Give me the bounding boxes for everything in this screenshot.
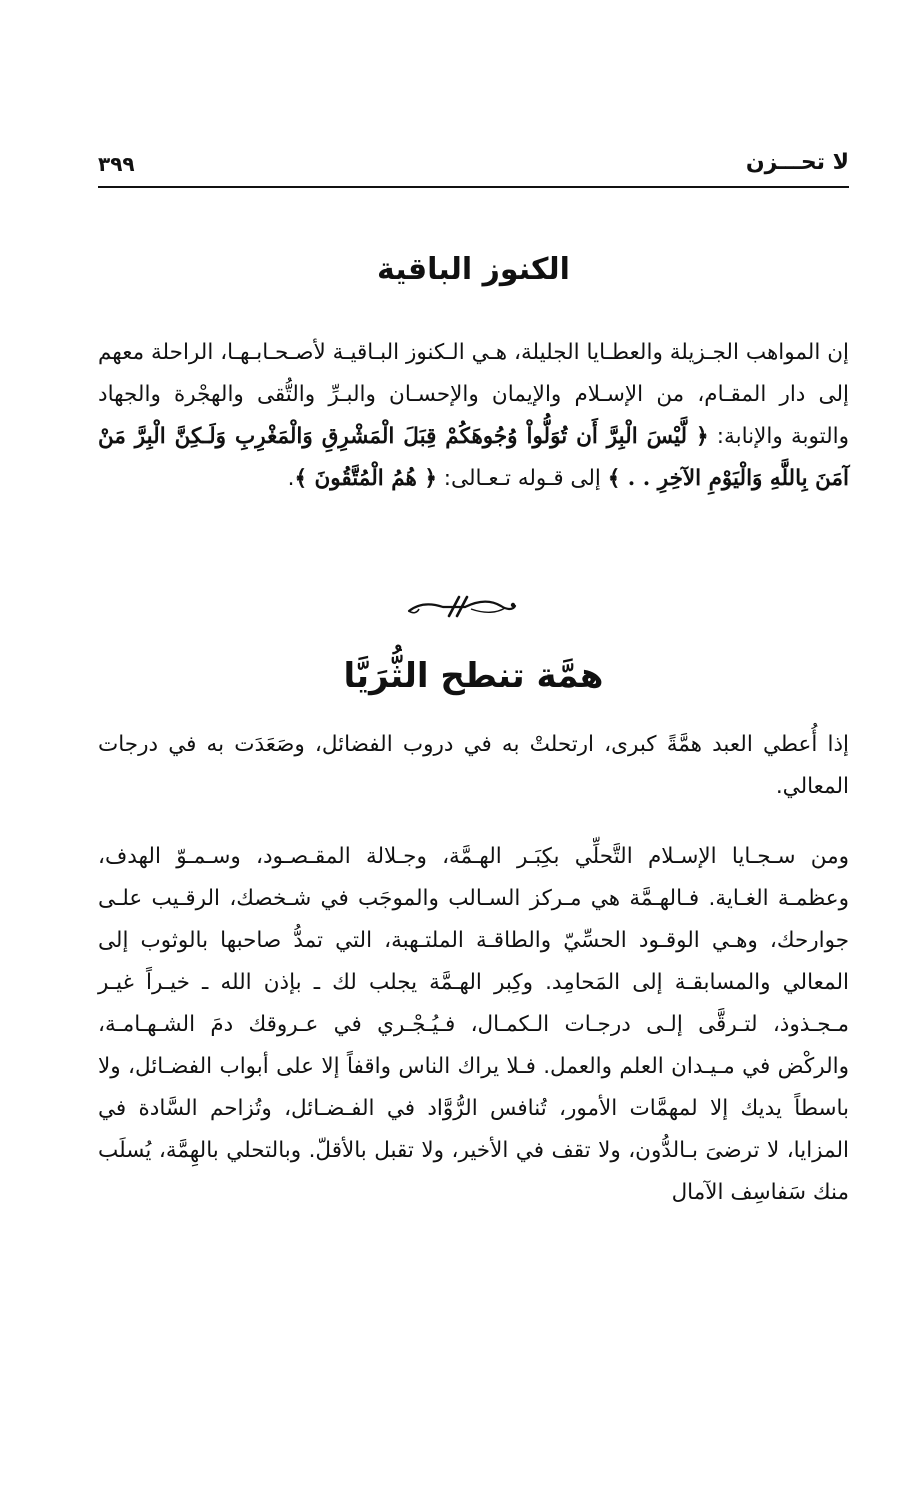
- section-title-eternal-treasures: الكنوز الباقية: [377, 252, 570, 287]
- quran-verse-1: ﴿ لَّيْسَ الْبِرَّ أَن تُوَلُّواْ وُجُوهَكُمْ قِبَلَ الْمَشْرِقِ وَالْمَغْرِبِ وَلَـكِنَّ الْبِرَّ مَنْ آمَنَ بِاللَّهِ وَالْيَوْمِ الآخِرِ . . ﴾: [98, 424, 849, 491]
- section1-text-after: .: [287, 466, 295, 491]
- section2-paragraph-2: ومن سـجـايا الإسـلام التَّحلِّي بكِبَـر الهـمَّة، وجـلالة المقـصـود، وسـمـوّ الهدف، وعظمـة الغـاية. فـالهـمَّة هي مـركز السـالب والموجَب في شـخصك، الرقـيب علـى جوارحك، وهـي الوقـود الحسِّيّ والطاقـة الملتـهبة، التي تمدُّ صاحبها بالوثوب إلى المعالي والمسابقـة إلى المَحامِد. وكِبر الهـمَّة يجلب لك ـ بإذن الله ـ خيـراً غيـر مـجـذوذ، لتـرقَّى إلـى درجـات الـكمـال، فـيُـجْـري في عـروقك دمَ الشـهـامـة، والركْض في مـيـدان العلم والعمل. فـلا يراك الناس واقفاً إلا على أبواب الفضـائل، ولا باسطاً يديك إلا لمهمَّات الأمور، تُنافس الرُّوَّاد في الفـضـائل، وتُزاحم السَّادة في المزايا، لا ترضىَ بـالدُّون، ولا تقف في الأخير، ولا تقبل بالأقلّ. وبالتحلي بالهِمَّة، يُسلَب منك سَفاسِف الآمال: [98, 844, 849, 1205]
- section1-text-middle: إلى قـوله تـعـالى:: [436, 466, 608, 491]
- page-number: ٣٩٩: [98, 152, 135, 176]
- decorative-flourish-icon: [405, 594, 517, 620]
- section2-paragraph-1: إذا أُعطي العبد همَّةً كبرى، ارتحلتْ به في دروب الفضائل، وصَعَدَت به في درجات المعالي.: [98, 732, 849, 799]
- running-title: لا تحـــزن: [745, 150, 849, 175]
- section1-paragraph: [98, 332, 849, 500]
- quran-verse-2: ﴿ هُمُ الْمُتَّقُونَ ﴾: [294, 466, 437, 491]
- section-title-ambition: همَّة تنطح الثُّرَيَّا: [343, 656, 604, 696]
- page-header: [98, 146, 849, 188]
- section1-text-before: إن المواهب الجـزيلة والعطـايا الجليلة، هـي الـكنوز البـاقيـة لأصـحـابـهـا، الراحلة معهم إلى دار المقـام، من الإسـلام والإيمان والإحسـان والبـرِّ والتُّقى والهجْرة والجهاد والتوبة والإنابة:: [98, 340, 849, 449]
